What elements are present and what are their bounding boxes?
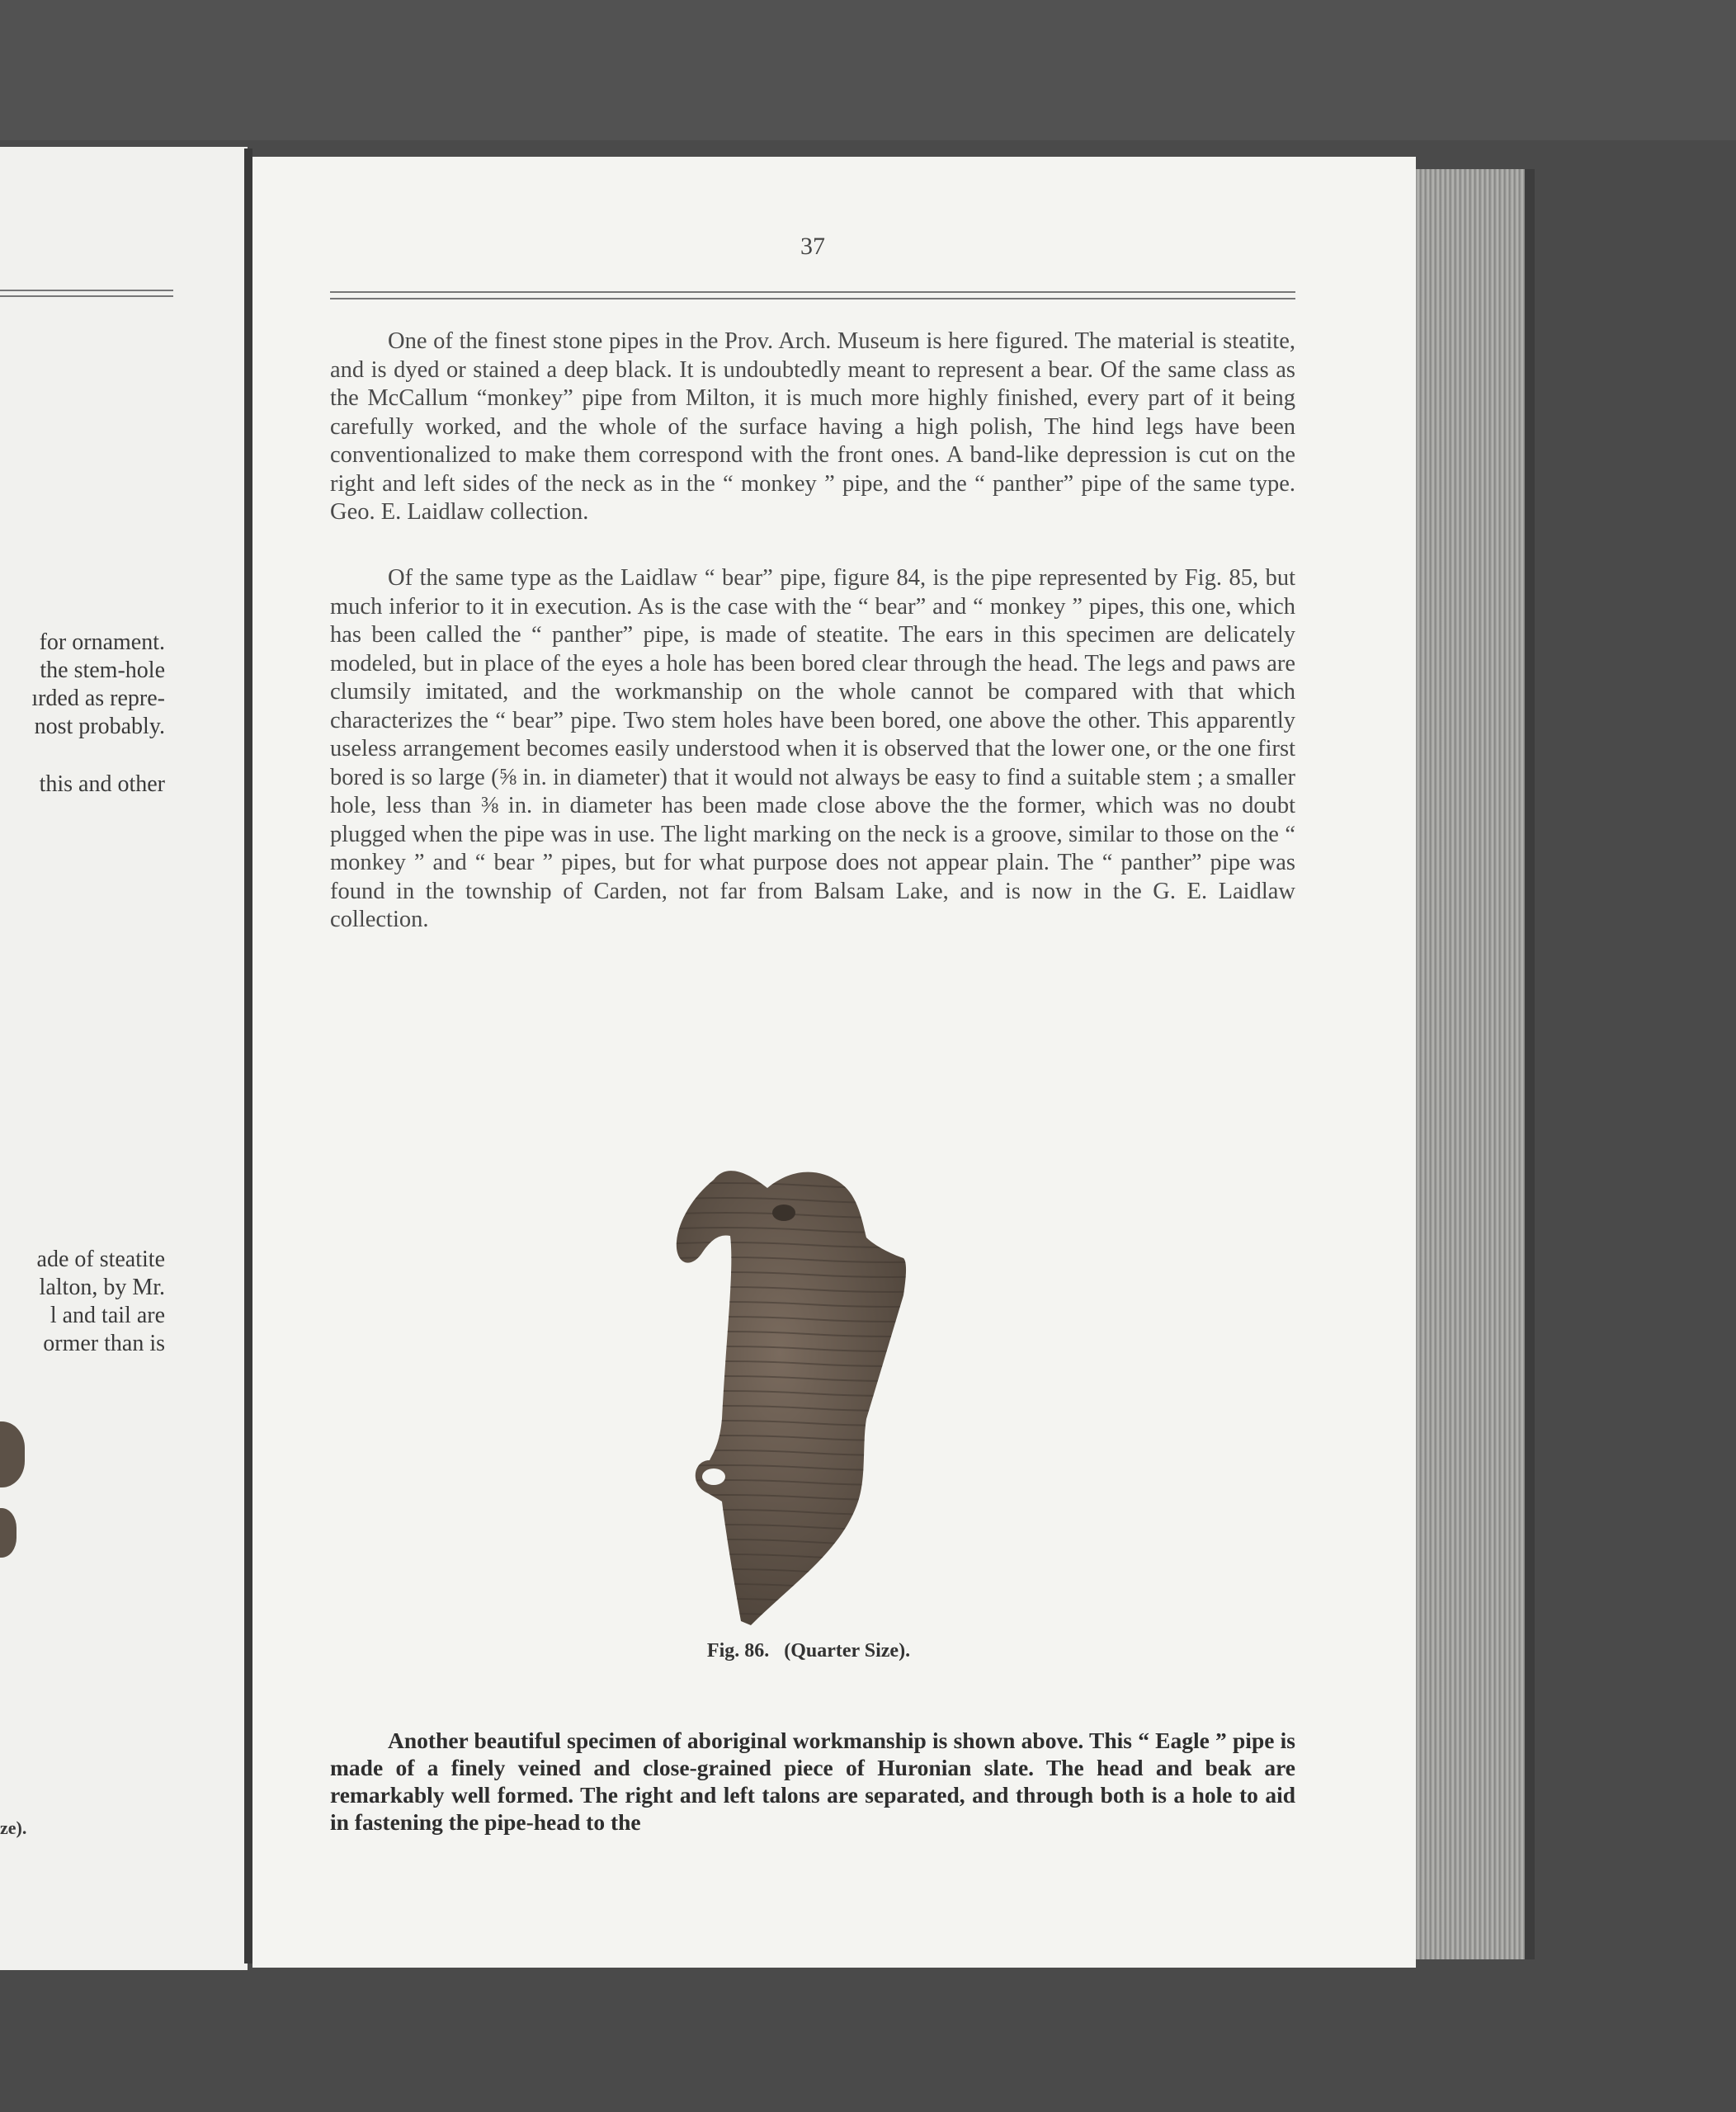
left-page-rule-upper bbox=[0, 290, 173, 291]
paragraph-bear-pipe: One of the finest stone pipes in the Prov. Arch. Museum is here figured. The material is steatite, and is dyed or stained a deep black. It is undoubtedly meant to represent a bear. Of the same class as the McCallum “monkey” pipe from Milton, it is much more highly finished, every part of it being carefully worked, and the whole of the surface having a high polish, The hind legs have been conventionalized to make them correspond with the front ones. A band-like depression is cut on the right and left sides of the neck as in the “ monkey ” pipe, and the “ panther” pipe of the same type. Geo. E. Laidlaw collection. bbox=[330, 328, 1295, 525]
left-page bbox=[0, 147, 248, 1970]
eagle-pipe-figure bbox=[644, 1089, 974, 1634]
left-page-line: ırded as repre- bbox=[31, 686, 165, 711]
left-page-line: ade of steatite bbox=[36, 1247, 165, 1272]
paragraph-eagle-pipe: Another beautiful specimen of aboriginal workmanship is shown above. This “ Eagle ” pipe is made of a finely veined and close-grained piece of Huronian slate. The head and beak are remarkably well formed. The right and left talons are separated, and through both is a hole to aid in fastening the pipe-head to the bbox=[330, 1728, 1295, 1835]
figure-size-note: (Quarter Size). bbox=[784, 1640, 911, 1662]
left-page-rule-lower bbox=[0, 295, 173, 297]
scanner-backdrop bbox=[0, 0, 1736, 140]
left-page-line: for ornament. bbox=[39, 629, 165, 655]
book-gutter bbox=[244, 148, 252, 1964]
left-page-figure-fragment bbox=[0, 1508, 17, 1558]
left-page-figure-fragment bbox=[0, 1421, 25, 1487]
left-page-line: lalton, by Mr. bbox=[39, 1275, 165, 1300]
header-rule-upper bbox=[330, 291, 1295, 293]
book-page-edges bbox=[1416, 169, 1525, 1959]
left-page-line: the stem-hole bbox=[40, 658, 165, 683]
left-page-caption-fragment: ze). bbox=[0, 1817, 27, 1838]
left-page-line: l and tail are bbox=[50, 1303, 165, 1328]
header-rule-lower bbox=[330, 298, 1295, 299]
eagle-pipe-eye bbox=[772, 1204, 795, 1221]
page-number: 37 bbox=[800, 233, 825, 260]
paragraph-panther-pipe: Of the same type as the Laidlaw “ bear” pipe, figure 84, is the pipe represented by Fig. 85, but much inferior to it in execution. As is the case with the “ bear” and “ monkey ” pipes, this one, which has been called the “ panther” pipe, is made of steatite. The ears in this specimen are delicately modeled, but in place of the eyes a hole has been bored clear through the head. The legs and paws are clumsily imitated, and the workmanship on the whole cannot be compared with that which characterizes the “ bear” pipe. Two stem holes have been bored, one above the other. This apparently useless arrangement becomes easily understood when it is observed that the lower one, or the one first bored is so large (⅝ in. in diameter) that it would not always be easy to find a suitable stem ; a smaller hole, less than ⅜ in. in diameter has been made close above the the former, which was no doubt plugged when the pipe was in use. The light marking on the neck is a groove, similar to those on the “ monkey ” and “ bear ” pipes, but for what purpose does not appear plain. The “ panther” pipe was found in the township of Carden, not far from Balsam Lake, and is now in the G. E. Laidlaw collection. bbox=[330, 565, 1295, 932]
book-edge-shadow bbox=[1525, 169, 1535, 1959]
left-page-line: ormer than is bbox=[43, 1331, 165, 1356]
left-page-line: nost probably. bbox=[34, 714, 165, 739]
figure-label: Fig. 86. bbox=[706, 1640, 770, 1662]
eagle-pipe-talon-hole bbox=[702, 1468, 725, 1485]
left-page-line: this and other bbox=[39, 771, 165, 797]
eagle-pipe-image bbox=[644, 1089, 974, 1634]
figure-caption bbox=[578, 1640, 1040, 1662]
